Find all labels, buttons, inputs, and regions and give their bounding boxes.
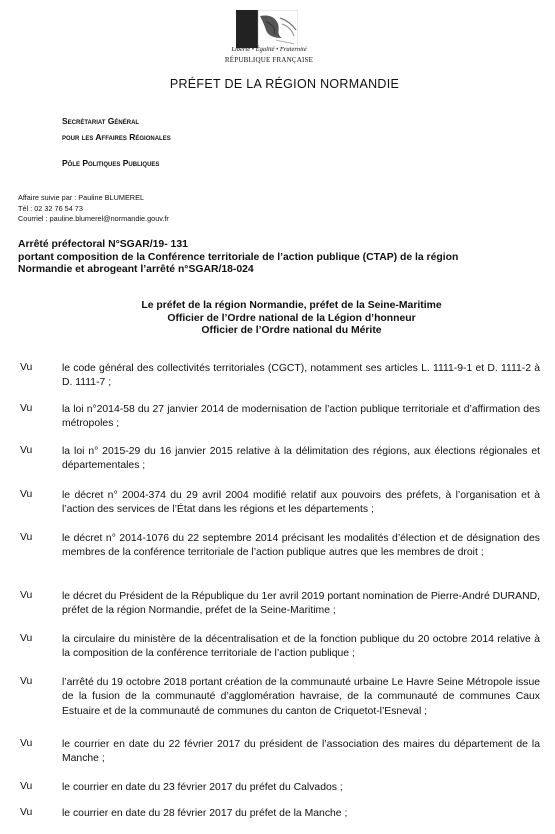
republic-name: RÉPUBLIQUE FRANÇAISE xyxy=(224,56,314,64)
vu-text: la loi n°2014-58 du 27 janvier 2014 de modernisation de l’action publique territoriale et d’affirmation des métropoles ; xyxy=(62,404,540,430)
vu-text: le décret n° 2014-1076 du 22 septembre 2014 précisant les modalités d’élection et de désignation des membres de la conférence territoriale de l’action publique autres que les membres de droit ; xyxy=(62,533,540,559)
vu-text: la circulaire du ministère de la décentralisation et de la fonction publique du 20 octobre 2014 relative à la composition de la conférence territoriale de l’action publique ; xyxy=(62,634,540,660)
service-line-1: Secrétariat Général xyxy=(62,116,140,126)
arrete-line-3: Normandie et abrogeant l’arrêté n°SGAR/18-024 xyxy=(18,264,254,276)
vu-label: Vu xyxy=(20,489,33,500)
prefet-line-1: Le préfet de la région Normandie, préfet de la Seine-Maritime xyxy=(141,300,442,311)
contact-tel: Tél : 02 32 76 54 73 xyxy=(18,203,83,213)
contact-affaire: Affaire suivie par : Pauline BLUMEREL xyxy=(18,193,144,202)
vu-label: Vu xyxy=(20,403,33,414)
prefet-line-2: Officier de l’Ordre national de la Légion d’honneur xyxy=(167,312,416,324)
vu-text: le décret du Président de la République du 1er avril 2019 portant nomination de Pierre-André DURAND, préfet de la région Normandie, préfet de la Seine-Maritime ; xyxy=(62,591,540,617)
contact-block xyxy=(18,193,169,225)
vu-label: Vu xyxy=(20,807,33,818)
service-block xyxy=(62,113,171,145)
vu-text: la loi n° 2015-29 du 16 janvier 2015 relative à la délimitation des régions, aux élections régionales et départementales ; xyxy=(62,446,540,472)
vu-label: Vu xyxy=(20,590,33,601)
pole-label: Pôle Politiques Publiques xyxy=(62,158,160,168)
vu-label: Vu xyxy=(20,738,33,749)
vu-text: le code général des collectivités territoriales (CGCT), notamment ses articles L. 1111-9-1 et D. 1111-2 à D. 1111-7 ; xyxy=(62,363,540,389)
vu-label: Vu xyxy=(20,781,33,792)
vu-label: Vu xyxy=(20,633,33,644)
service-line-2: pour les Affaires Régionales xyxy=(62,132,171,142)
vu-text: le décret n° 2004-374 du 29 avril 2004 modifié relatif aux pouvoirs des préfets, à l’organisation et à l’action des services de l’État dans les régions et les départements ; xyxy=(62,490,540,516)
prefet-line-3: Officier de l’Ordre national du Mérite xyxy=(201,325,382,337)
vu-label: Vu xyxy=(20,445,33,456)
marianne-logo xyxy=(236,10,298,48)
arrete-title xyxy=(18,239,540,277)
arrete-line-1: Arrêté préfectoral N°SGAR/19- 131 xyxy=(18,239,188,250)
vu-text: le courrier en date du 22 février 2017 du président de l’association des maires du département de la Manche ; xyxy=(62,739,540,765)
prefet-title: PRÉFET DE LA RÉGION NORMANDIE xyxy=(169,77,400,91)
republic-motto: Liberté • Égalité • Fraternité xyxy=(231,46,307,53)
contact-email: Courriel : pauline.blumerel@normandie.gouv.fr xyxy=(18,214,169,223)
arrete-line-2: portant composition de la Conférence territoriale de l’action publique (CTAP) de la région xyxy=(18,251,459,263)
prefet-block xyxy=(0,300,555,338)
vu-text: le courrier en date du 23 février 2017 du préfet du Calvados ; xyxy=(62,782,343,793)
vu-text: l’arrêté du 19 octobre 2018 portant création de la communauté urbaine Le Havre Seine Métropole issue de la fusion de la communauté d’agglomération havraise, de la communauté de communes Caux Estuaire et de la communauté de communes du canton de Criquetot-l’Esneval ; xyxy=(62,677,540,717)
vu-label: Vu xyxy=(20,362,33,373)
vu-text: le courrier en date du 28 février 2017 du préfet de la Manche ; xyxy=(62,808,348,819)
vu-label: Vu xyxy=(20,532,33,543)
vu-label: Vu xyxy=(20,676,33,687)
